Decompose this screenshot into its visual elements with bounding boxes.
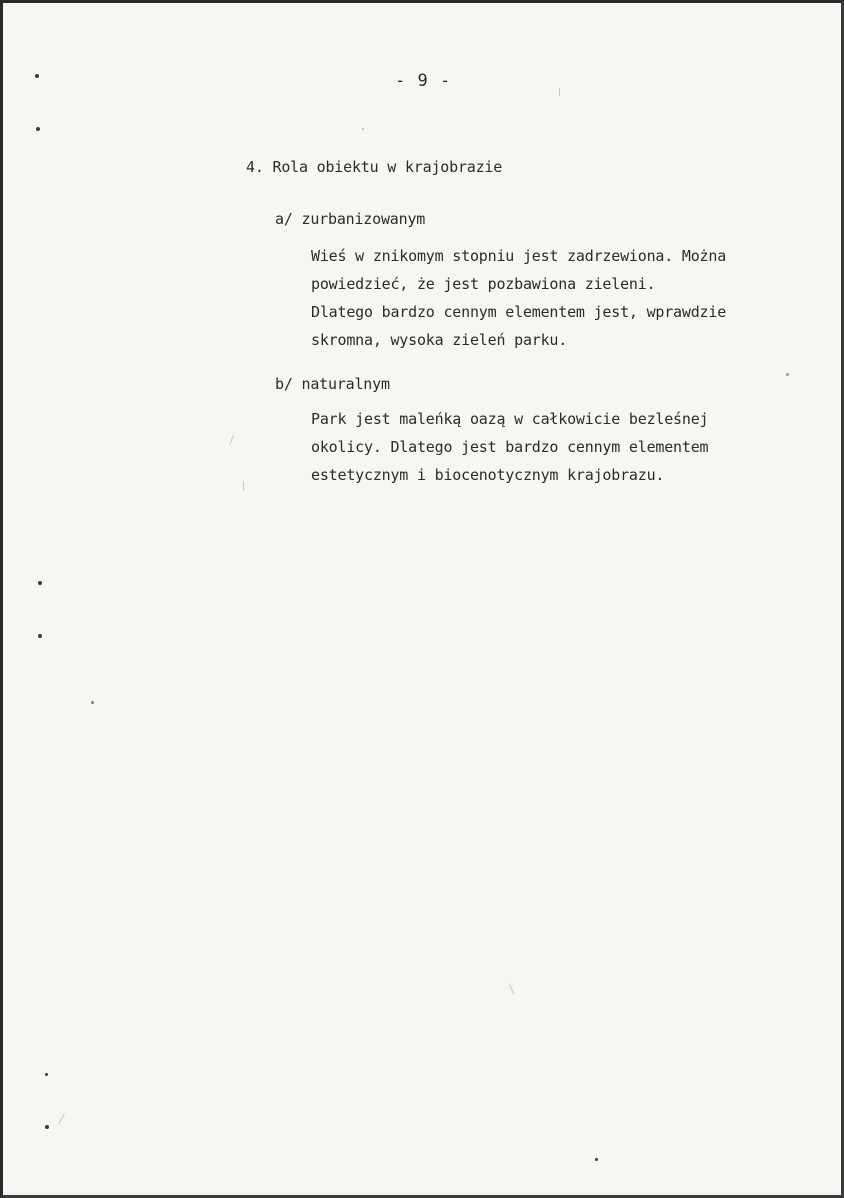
scan-speck (91, 701, 94, 704)
scan-mark (362, 128, 364, 130)
scan-speck (595, 1158, 598, 1161)
scan-speck (38, 634, 42, 638)
scan-mark (509, 983, 515, 994)
section-heading: 4. Rola obiektu w krajobrazie (246, 158, 503, 176)
scan-mark (559, 88, 560, 96)
page-number: - 9 - (395, 71, 452, 91)
scan-mark (229, 435, 233, 445)
paragraph-line: okolicy. Dlatego jest bardzo cennym elementem (311, 438, 709, 456)
subsection-a-paragraph (311, 242, 726, 354)
scan-speck (36, 127, 40, 131)
scan-speck (45, 1125, 49, 1129)
scan-speck (45, 1073, 48, 1076)
scan-mark (58, 1114, 65, 1125)
paragraph-line: Wieś w znikomym stopniu jest zadrzewiona. Można (311, 247, 727, 265)
paragraph-line: Dlatego bardzo cennym elementem jest, wprawdzie (311, 303, 727, 321)
subsection-a-label: a/ zurbanizowanym (275, 210, 426, 228)
scan-mark (243, 481, 244, 491)
subsection-b-paragraph (311, 405, 708, 489)
scan-speck (38, 581, 42, 585)
paragraph-line: powiedzieć, że jest pozbawiona zieleni. (311, 275, 656, 293)
paragraph-line: Park jest maleńką oazą w całkowicie bezleśnej (311, 410, 709, 428)
paragraph-line: skromna, wysoka zieleń parku. (311, 331, 568, 349)
scan-speck (35, 74, 39, 78)
subsection-b-label: b/ naturalnym (275, 375, 390, 393)
scan-speck (786, 373, 789, 376)
paragraph-line: estetycznym i biocenotycznym krajobrazu. (311, 466, 665, 484)
